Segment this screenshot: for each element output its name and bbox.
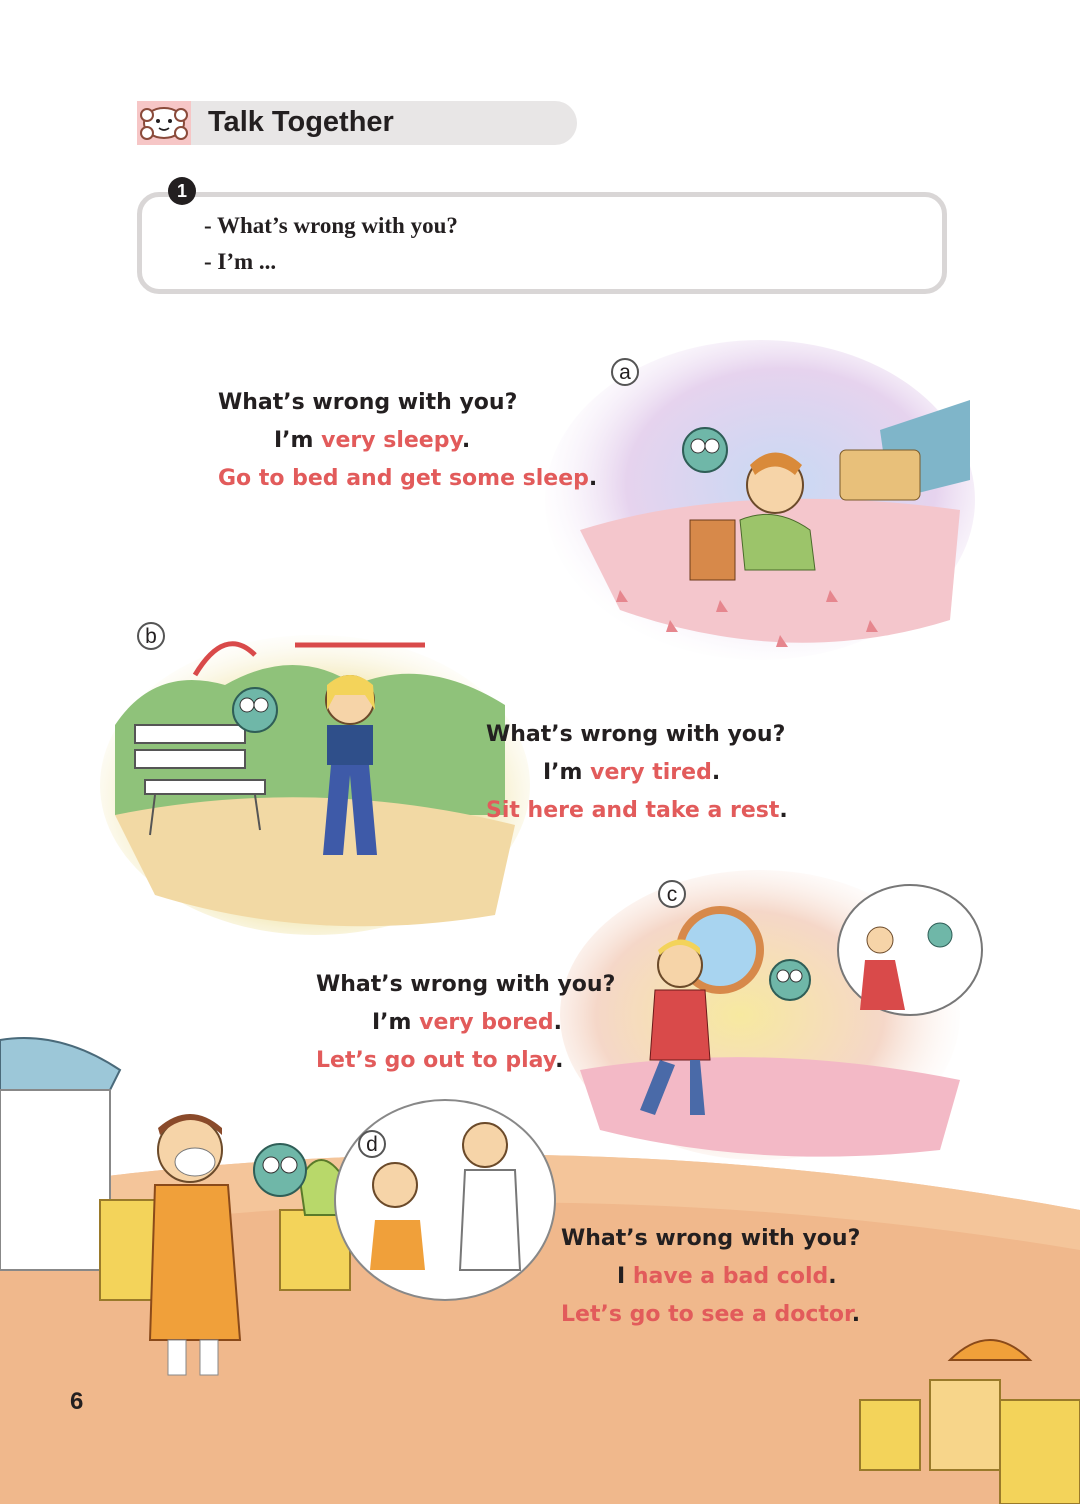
label-d-badge: d	[358, 1130, 386, 1158]
exercise-box	[137, 192, 947, 294]
dialogue-b-question: What’s wrong with you?	[486, 722, 786, 747]
dialogue-c-advice: Let’s go out to play.	[316, 1048, 564, 1073]
label-c-badge: c	[658, 880, 686, 908]
exercise-line-answer: - I’m ...	[204, 249, 277, 274]
dialogue-a-question: What’s wrong with you?	[218, 390, 518, 415]
dialogue-d-advice: Let’s go to see a doctor.	[561, 1302, 861, 1327]
illustration-tired-scene	[95, 615, 535, 935]
dialogue-c-answer: I’m very bored.	[372, 1010, 562, 1035]
dialogue-a-advice: Go to bed and get some sleep.	[218, 466, 598, 491]
illustration-cold-scene	[0, 1020, 1080, 1504]
section-title: Talk Together	[208, 106, 394, 138]
illustration-sleepy-scene	[540, 340, 980, 670]
label-a-badge: a	[611, 358, 639, 386]
exercise-line-question: - What’s wrong with you?	[204, 213, 458, 238]
exercise-number: 1	[168, 177, 196, 205]
dialogue-d-question: What’s wrong with you?	[561, 1226, 861, 1251]
dialogue-b-advice: Sit here and take a rest.	[486, 798, 788, 823]
dialogue-c-question: What’s wrong with you?	[316, 972, 616, 997]
dialogue-d-answer: I have a bad cold.	[617, 1264, 837, 1289]
dialogue-a-answer: I’m very sleepy.	[274, 428, 471, 453]
dialogue-b-answer: I’m very tired.	[543, 760, 721, 785]
label-b-badge: b	[137, 622, 165, 650]
cloud-face-icon	[137, 101, 191, 145]
page-number: 6	[70, 1388, 84, 1415]
